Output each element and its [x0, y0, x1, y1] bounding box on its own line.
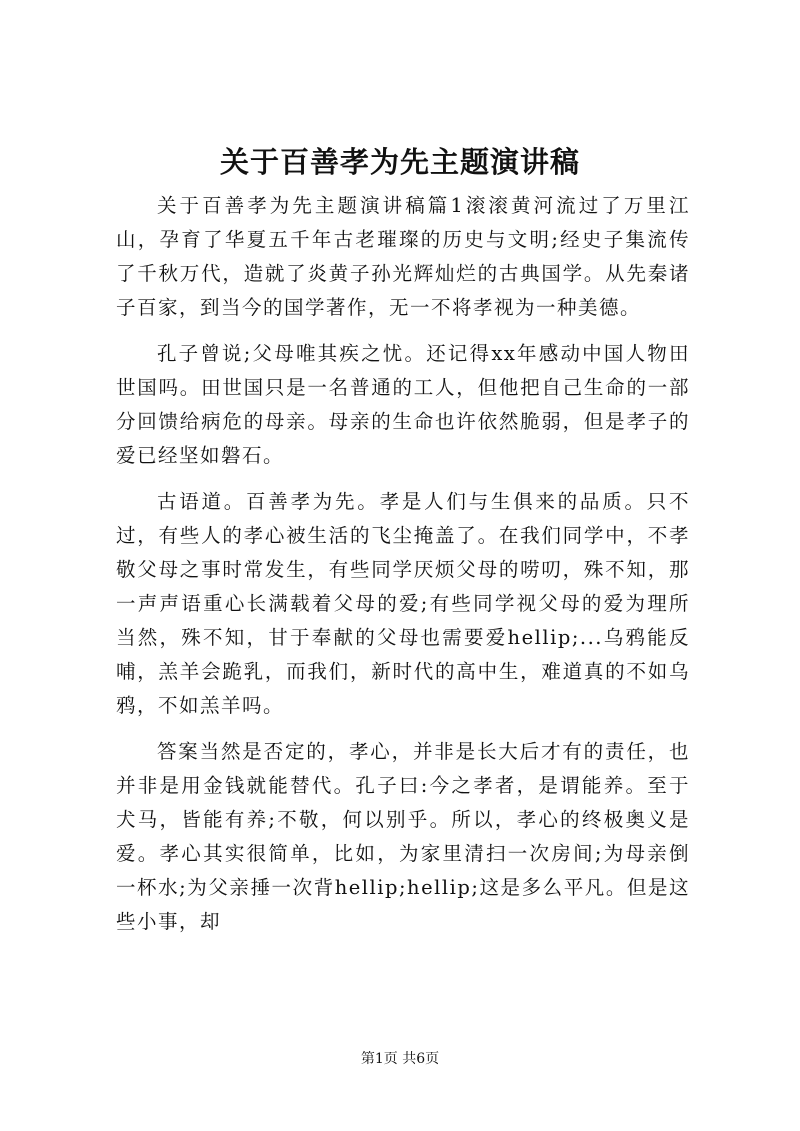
paragraph-4: 答案当然是否定的，孝心，并非是长大后才有的责任，也并非是用金钱就能替代。孔子曰:今之孝者，是谓能养。至于犬马，皆能有养;不敬，何以别乎。所以，孝心的终极奥义是爱。孝心其实很简单，比如，为家里清扫一次房间;为母亲倒一杯水;为父亲捶一次背hellip;hellip;这是多么平凡。但是这些小事，却: [116, 740, 690, 933]
page-number-footer: 第1页 共6页: [360, 1051, 440, 1067]
paragraph-2: 孔子曾说;父母唯其疾之忧。还记得xx年感动中国人物田世国吗。田世国只是一名普通的工人，但他把自己生命的一部分回馈给病危的母亲。母亲的生命也许依然脆弱，但是孝子的爱已经坚如磐石。: [116, 342, 690, 467]
document-title: 关于百善孝为先主题演讲稿: [219, 145, 580, 179]
paragraph-3: 古语道。百善孝为先。孝是人们与生俱来的品质。只不过，有些人的孝心被生活的飞尘掩盖了。在我们同学中，不孝敬父母之事时常发生，有些同学厌烦父母的唠叨，殊不知，那一声声语重心长满载着父母的爱;有些同学视父母的爱为理所当然，殊不知，甘于奉献的父母也需要爱hellip;...乌鸦能反哺，羔羊会跪乳，而我们，新时代的高中生，难道真的不如乌鸦，不如羔羊吗。: [116, 490, 690, 717]
document-body: [116, 189, 690, 951]
paragraph-1: 关于百善孝为先主题演讲稿篇1滚滚黄河流过了万里江山，孕育了华夏五千年古老璀璨的历史与文明;经史子集流传了千秋万代，造就了炎黄子孙光辉灿烂的古典国学。从先秦诸子百家，到当今的国学著作，无一不将孝视为一种美德。: [116, 194, 690, 319]
